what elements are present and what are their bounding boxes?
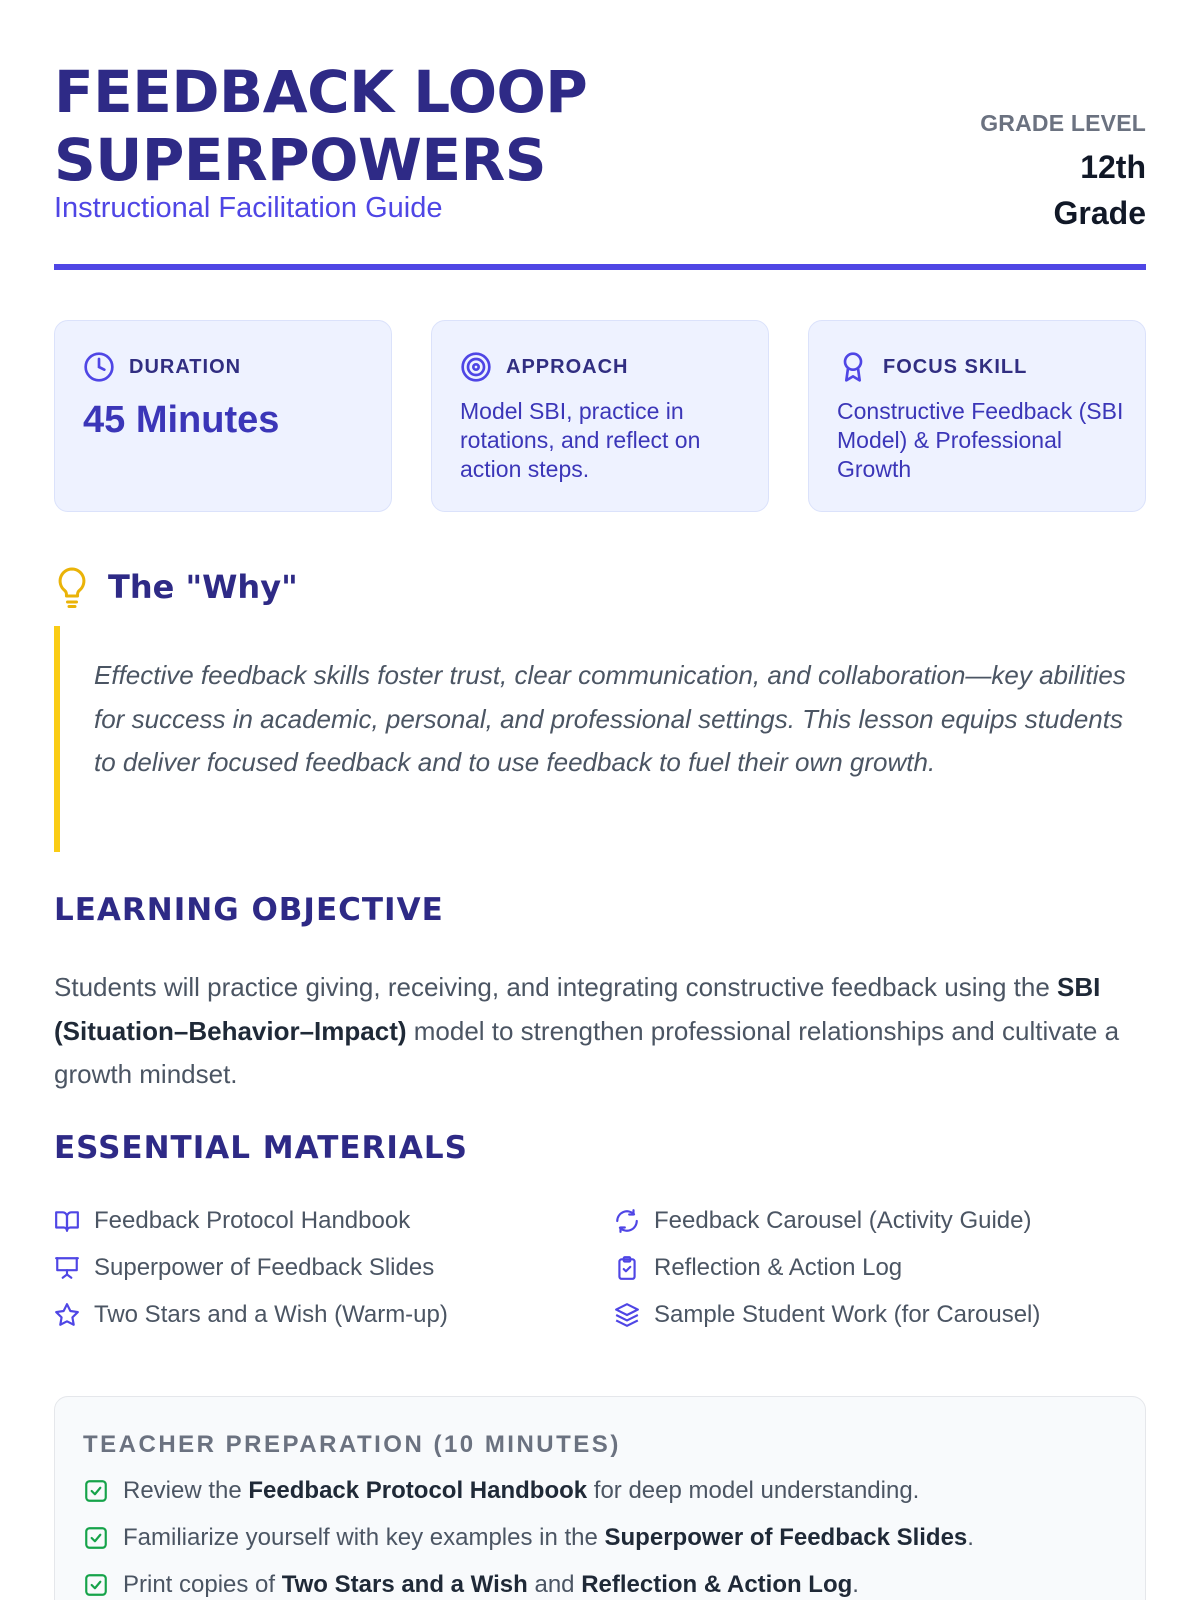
why-quote bbox=[54, 626, 1146, 852]
prep-text: Review the bbox=[123, 1477, 249, 1504]
approach-card-header bbox=[460, 351, 628, 383]
material-label: Two Stars and a Wish (Warm-up) bbox=[94, 1301, 448, 1328]
why-heading bbox=[54, 566, 298, 608]
page-subtitle: Instructional Facilitation Guide bbox=[54, 192, 443, 224]
learning-objective-text bbox=[54, 966, 1146, 1097]
summary-cards bbox=[54, 320, 1146, 512]
prep-text-bold: Feedback Protocol Handbook bbox=[248, 1477, 588, 1504]
lesson-guide bbox=[54, 0, 1146, 1598]
prep-text: Familiarize yourself with key examples in the bbox=[123, 1524, 605, 1551]
duration-label: DURATION bbox=[129, 355, 242, 378]
approach-label: APPROACH bbox=[506, 355, 629, 378]
prep-text-bold: Superpower of Feedback Slides bbox=[604, 1524, 968, 1551]
grade-value-line-2: Grade bbox=[1053, 195, 1146, 231]
title-line-1: FEEDBACK LOOP bbox=[54, 58, 588, 126]
prep-item-text bbox=[123, 1524, 974, 1552]
teacher-preparation-title: TEACHER PREPARATION (10 MINUTES) bbox=[83, 1431, 621, 1458]
book-icon bbox=[54, 1208, 80, 1234]
prep-text: for deep model understanding. bbox=[587, 1477, 920, 1504]
prep-text: . bbox=[967, 1524, 974, 1551]
prep-item bbox=[83, 1571, 859, 1599]
prep-text-bold: Reflection & Action Log bbox=[581, 1571, 853, 1598]
prep-item bbox=[83, 1477, 919, 1505]
approach-card bbox=[431, 320, 769, 512]
presentation-icon bbox=[54, 1255, 80, 1281]
prep-item-text bbox=[123, 1477, 919, 1505]
duration-card-header bbox=[83, 351, 241, 383]
clock-icon bbox=[83, 351, 115, 383]
title-line-2: SUPERPOWERS bbox=[54, 126, 547, 194]
approach-value: Model SBI, practice in rotations, and reflect on action steps. bbox=[460, 398, 701, 482]
focus-skill-card-header bbox=[837, 351, 1027, 383]
material-label: Reflection & Action Log bbox=[654, 1254, 903, 1281]
why-title: The "Why" bbox=[108, 568, 298, 606]
checkbox-checked-icon bbox=[83, 1525, 109, 1551]
duration-card bbox=[54, 320, 392, 512]
refresh-icon bbox=[614, 1208, 640, 1234]
focus-skill-value: Constructive Feedback (SBI Model) & Professional Growth bbox=[837, 398, 1124, 482]
material-label: Sample Student Work (for Carousel) bbox=[654, 1301, 1041, 1328]
prep-text: Print copies of bbox=[123, 1571, 282, 1598]
prep-text: and bbox=[527, 1571, 582, 1598]
material-item bbox=[54, 1301, 448, 1329]
prep-item bbox=[83, 1524, 974, 1552]
duration-value: 45 Minutes bbox=[83, 399, 280, 441]
learning-objective-title: LEARNING OBJECTIVE bbox=[54, 892, 444, 928]
target-icon bbox=[460, 351, 492, 383]
checkbox-checked-icon bbox=[83, 1572, 109, 1598]
essential-materials-title: ESSENTIAL MATERIALS bbox=[54, 1130, 469, 1166]
why-text: Effective feedback skills foster trust, clear communication, and collaboration—key abilities for success in academic, personal, and professional settings. This lesson equips students to deliver focused feedback and to use feedback to fuel their own growth. bbox=[94, 660, 1126, 777]
material-item bbox=[614, 1254, 902, 1282]
material-label: Feedback Protocol Handbook bbox=[94, 1207, 411, 1234]
objective-text-bold: SBI (Situation–Behavior–Impact) bbox=[54, 972, 1101, 1046]
prep-item-text bbox=[123, 1571, 859, 1599]
material-item bbox=[614, 1207, 1031, 1235]
page-title bbox=[54, 58, 754, 194]
checkbox-checked-icon bbox=[83, 1478, 109, 1504]
objective-text-end: model to strengthen professional relationships and cultivate a growth mindset. bbox=[54, 1015, 1120, 1089]
materials-list bbox=[54, 1207, 1146, 1366]
award-icon bbox=[837, 351, 869, 383]
lightbulb-icon bbox=[54, 566, 90, 608]
material-label: Feedback Carousel (Activity Guide) bbox=[654, 1207, 1032, 1234]
grade-level-value bbox=[1026, 144, 1146, 236]
focus-skill-label: FOCUS SKILL bbox=[883, 355, 1028, 378]
prep-text: . bbox=[852, 1571, 859, 1598]
objective-text-start: Students will practice giving, receiving, and integrating constructive feedback using the bbox=[54, 972, 1058, 1002]
clipboard-icon bbox=[614, 1255, 640, 1281]
material-item bbox=[614, 1301, 1040, 1329]
focus-skill-card bbox=[808, 320, 1146, 512]
grade-value-line-1: 12th bbox=[1080, 149, 1146, 185]
material-item bbox=[54, 1207, 410, 1235]
layers-icon bbox=[614, 1302, 640, 1328]
teacher-preparation-box bbox=[54, 1396, 1146, 1600]
material-item bbox=[54, 1254, 434, 1282]
grade-level-label: GRADE LEVEL bbox=[980, 110, 1146, 136]
material-label: Superpower of Feedback Slides bbox=[94, 1254, 435, 1281]
header bbox=[54, 0, 1146, 270]
star-icon bbox=[54, 1302, 80, 1328]
prep-text-bold: Two Stars and a Wish bbox=[281, 1571, 528, 1598]
